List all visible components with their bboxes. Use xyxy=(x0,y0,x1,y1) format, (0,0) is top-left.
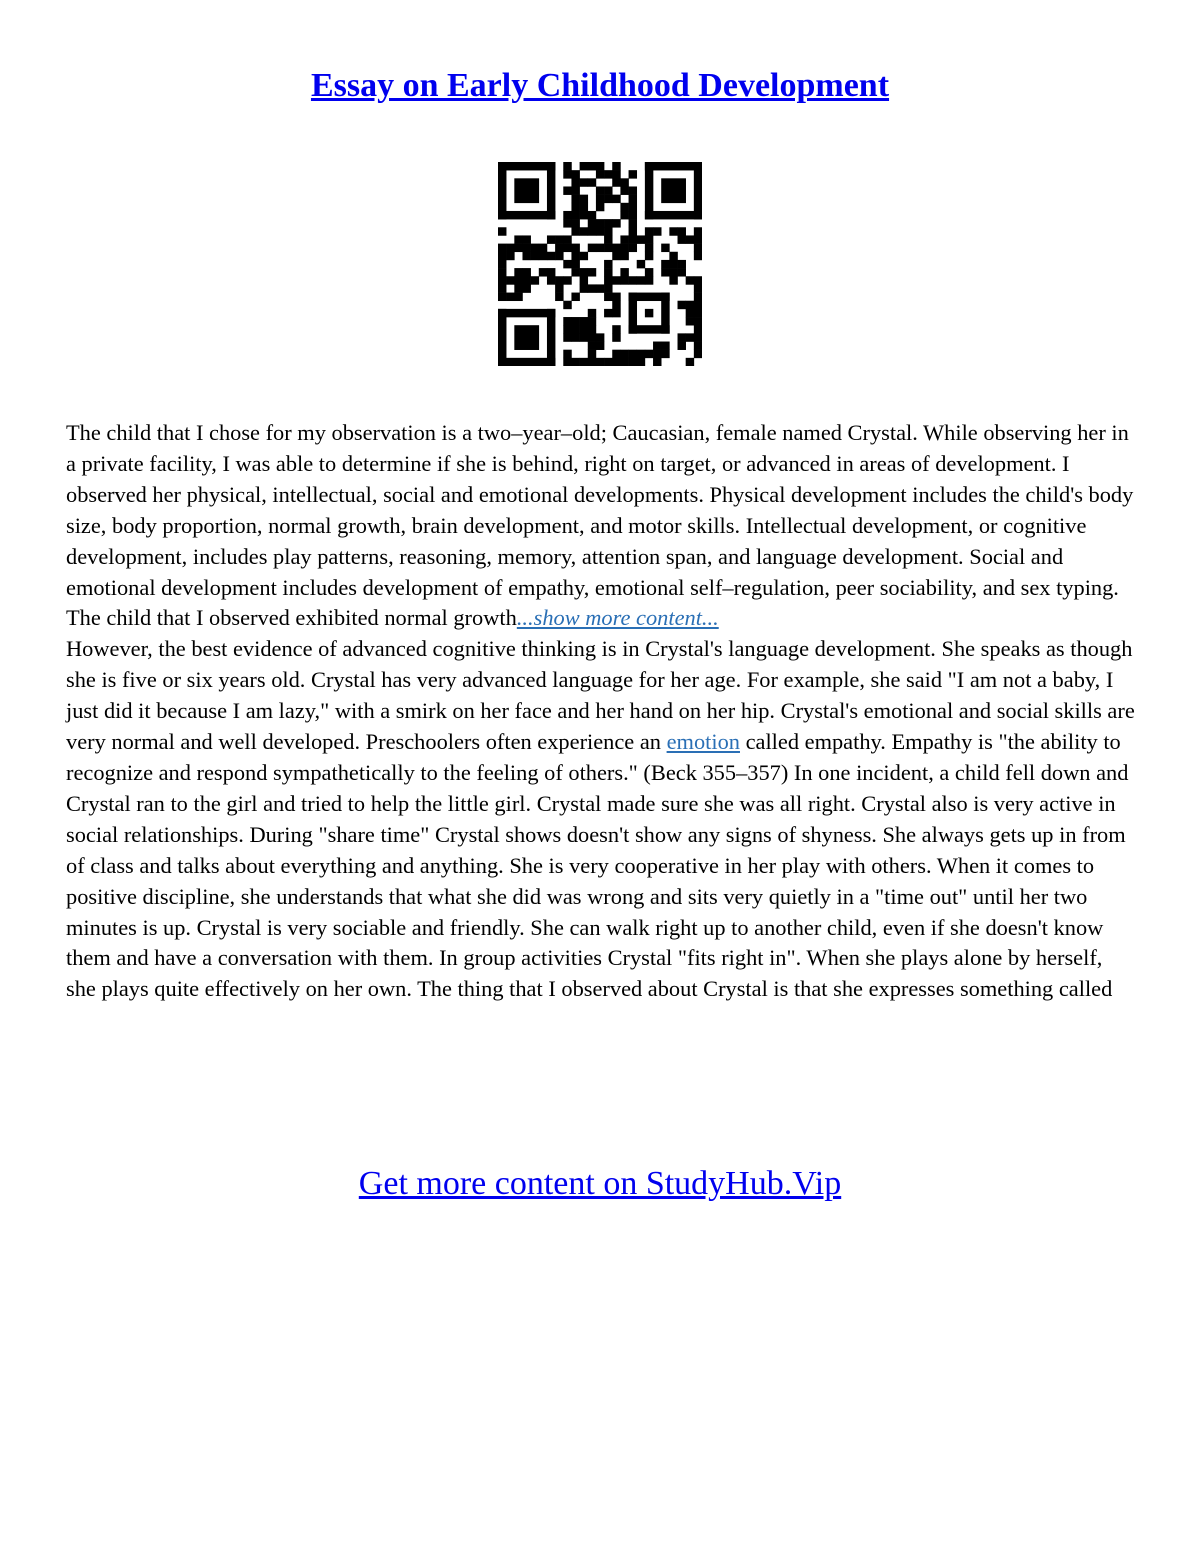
footer xyxy=(0,1160,1200,1208)
essay-body xyxy=(66,418,1136,1005)
emotion-link[interactable]: emotion xyxy=(666,729,740,755)
essay-text-part-2: However, the best evidence of advanced cognitive thinking is in Crystal's language development. She speaks as though she is five or six years old. Crystal has very advanced language for her age. For example, she said "I am not a baby, I just did it because I am lazy," with a smirk on her face and her hand on her hip. Crystal's emotional and social skills are very normal and well developed. Preschoolers often experience an xyxy=(66,636,1135,755)
title-link[interactable]: Essay on Early Childhood Development xyxy=(310,67,890,104)
show-more-link[interactable]: ...show more content... xyxy=(516,605,719,631)
essay-text-part-3: called empathy. Empathy is "the ability to recognize and respond sympathetically to the feeling of others." (Beck 355–357) In one incident, a child fell down and Crystal ran to the girl and tried to help the little girl. Crystal made sure she was all right. Crystal also is very active in social relationships. During "share time" Crystal shows doesn't show any signs of shyness. She always gets up in from of class and talks about everything and anything. She is very cooperative in her play with others. When it comes to positive discipline, she understands that what she did was wrong and sits very quietly in a "time out" until her two minutes is up. Crystal is very sociable and friendly. She can walk right up to another child, even if she doesn't know them and have a conversation with them. In group activities Crystal "fits right in". When she plays alone by herself, she plays quite effectively on her own. The thing that I observed about Crystal is that she expresses something called xyxy=(66,729,1129,1002)
get-more-content-link[interactable]: Get more content on StudyHub.Vip xyxy=(358,1165,842,1202)
essay-paragraph xyxy=(66,418,1136,1005)
essay-text-part-1: The child that I chose for my observation is a two–year–old; Caucasian, female named Crystal. While observing her in a private facility, I was able to determine if she is behind, right on target, or advanced in areas of development. I observed her physical, intellectual, social and emotional developments. Physical development includes the child's body size, body proportion, normal growth, brain development, and motor skills. Intellectual development, or cognitive development, includes play patterns, reasoning, memory, attention span, and language development. Social and emotional development includes development of empathy, emotional self–regulation, peer sociability, and sex typing. The child that I observed exhibited normal growth xyxy=(66,420,1134,631)
page-title xyxy=(0,62,1200,110)
qr-code-icon xyxy=(498,162,702,366)
